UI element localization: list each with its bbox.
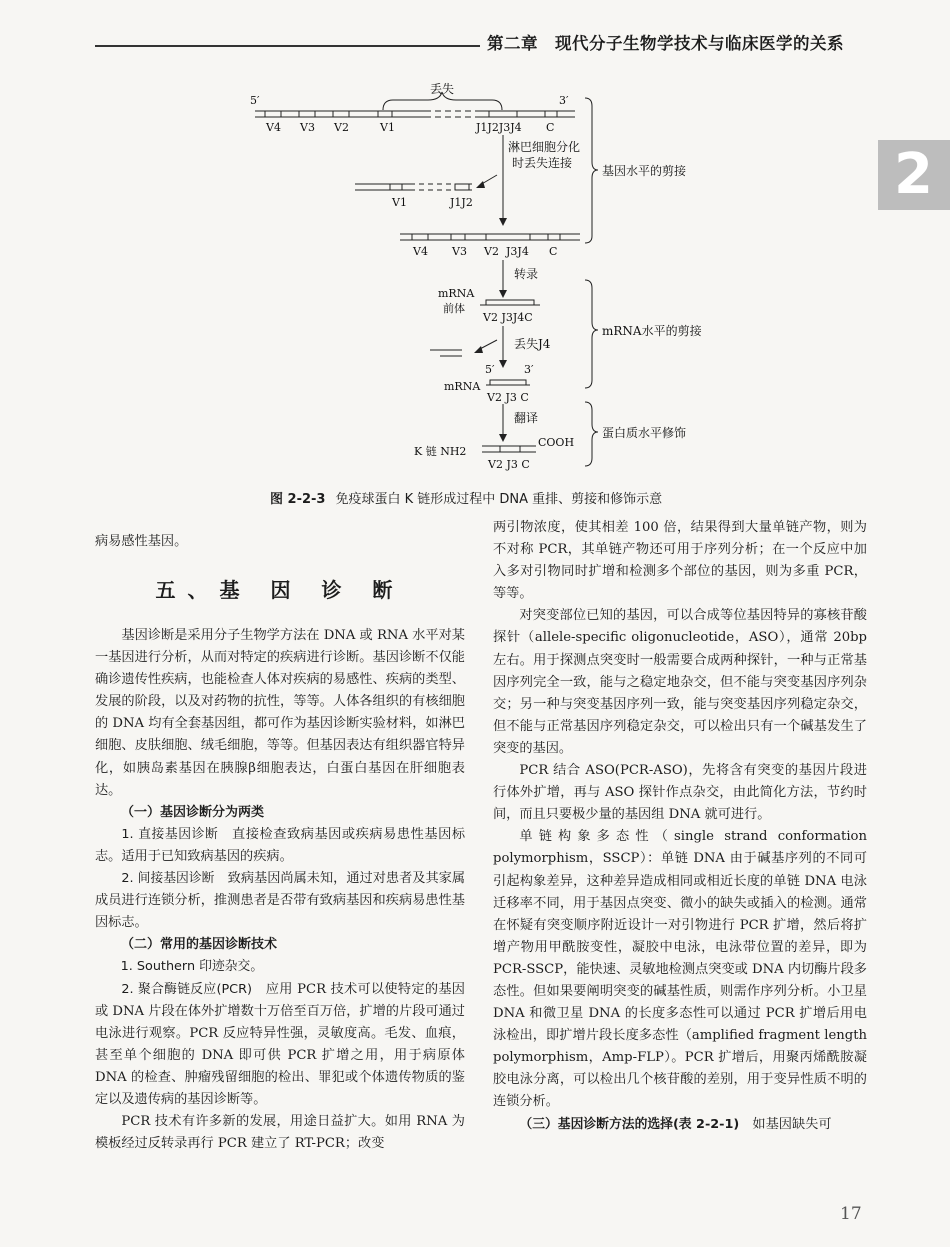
protein-segments: V2 J3 C: [488, 458, 530, 471]
item-2-title: 2. 间接基因诊断: [121, 871, 215, 887]
row3-v4: V4: [413, 245, 428, 258]
mrna-segments: V2 J3 C: [487, 391, 529, 404]
excised-fragment: [355, 184, 472, 190]
paragraph: 两引物浓度，使其相差 100 倍，结果得到大量单链产物，则为不对称 PCR，其单链产物还可用于序列分析；在一个反应中加入多对引物同时扩增和检测多个部位的基因，则为多重 PCR，等等。: [493, 520, 867, 602]
arrow-head-2: [499, 290, 507, 298]
mature-mrna-strand: [486, 380, 530, 385]
premrna-strand: [480, 300, 540, 305]
item-1: [95, 824, 465, 868]
lymph-note-line2: 时丢失连接: [512, 156, 573, 170]
row3-v3: V3: [452, 245, 467, 258]
mrna-three-prime: 3′: [524, 363, 534, 376]
technique-2-title: 2. 聚合酶链反应(PCR): [121, 981, 252, 997]
subheading-3-text: 如基因缺失可: [739, 1116, 832, 1132]
premrna-segments: V2 J3J4C: [483, 311, 533, 324]
bracket-mrna-level-label: mRNA水平的剪接: [602, 324, 702, 338]
germline-dna: [255, 111, 575, 117]
mrna-five-prime: 5′: [485, 363, 495, 376]
left-column: [95, 625, 465, 1155]
cooh-label: COOH: [538, 436, 575, 449]
paragraph: 对突变部位已知的基因，可以合成等位基因特异的寡核苷酸探针（allele-specific oligonucleotide，ASO），通常 20bp 左右。用于探测点突变时一般需要合成两种探针，一种与正常基因序列完全一致，能与之稳定地杂交，但不能与突变基因序列杂交；另一种与突变基因序列一致，能与突变基因序列稳定杂交，但不能与正常基因序列稳定杂交，可以检出只有一个碱基发生了突变的基因。: [493, 608, 867, 756]
right-column: [493, 517, 867, 1136]
segment-label-v1: V1: [380, 121, 395, 134]
figure-caption-text: 免疫球蛋白 K 链形成过程中 DNA 重排、剪接和修饰示意: [335, 492, 663, 507]
header-rule: [95, 45, 480, 47]
three-prime-label: 3′: [559, 94, 569, 107]
running-header: [0, 20, 950, 70]
paragraph: 单链构象多态性（single strand conformation polymorphism，SSCP）：单链 DNA 由于碱基序列的不同可引起构象差异，这种差异造成相同或相近长度的单链 DNA 电泳迁移率不同，用于基因点突变、微小的缺失或插入的检测。通常在怀疑有突变顺序附近设计一对引物进行 PCR 扩增，然后将扩增产物用甲酰胺变性，凝胶中电泳，电泳带位置的差异，即为 PCR-SSCP，能快速、灵敏地检测点突变或 DNA 内切酶片段多态性。但如果要阐明突变的碱基性质，则需作序列分析。小卫星 DNA 和微卫星 DNA 的长度多态性可以通过 PCR 扩增后用电泳检出，即扩增片段长度多态性（amplified fragment length polymorphism，Amp-FLP）。PCR 扩增后，用聚丙烯酰胺凝胶电泳分离，可以检出几个核苷酸的差别，用于变异性质不明的连锁分析。: [493, 829, 867, 1110]
subheading-3: [493, 1114, 867, 1136]
segment-label-v2: V2: [334, 121, 349, 134]
gene-rearrangement-figure: [0, 80, 950, 480]
bracket-gene-level: [585, 98, 598, 243]
arrow-head-1: [499, 218, 507, 226]
bracket-protein-level: [585, 402, 598, 466]
bracket-gene-level-label: 基因水平的剪接: [602, 164, 687, 178]
excision-arrow-head: [476, 181, 485, 188]
technique-2-text: 应用 PCR 技术可以使特定的基因或 DNA 片段在体外扩增数十万倍至百万倍，扩增的片段可通过电泳进行观察。PCR 反应特异性强，灵敏度高。毛发、血痕，甚至单个细胞的 DNA 即可供 PCR 扩增之用，用于病原体 DNA 的检查、肿瘤残留细胞的检出、罪犯或个体遗传物质的鉴定以及遗传病的基因诊断等。: [95, 981, 465, 1107]
row3-j3j4: J3J4: [506, 245, 529, 258]
left-column-top: [95, 531, 465, 553]
paragraph-last: PCR 技术有许多新的发展，用途日益扩大。如用 RNA 为模板经过反转录再行 PCR 建立了 RT-PCR；改变: [95, 1114, 465, 1152]
premrna-label-1: mRNA: [438, 287, 475, 300]
technique-2: [95, 979, 465, 1112]
removal-arrow-head: [474, 346, 483, 353]
protein-chain: [482, 446, 536, 452]
row3-c: C: [549, 245, 558, 258]
section-title: 五、基 因 诊 断: [155, 578, 405, 602]
rearranged-dna: [400, 234, 580, 240]
five-prime-label: 5′: [250, 94, 260, 107]
subheading-2: （二）常用的基因诊断技术: [121, 937, 278, 953]
excised-j1j2-label: J1J2: [450, 196, 473, 209]
bracket-mrna-level: [585, 280, 598, 388]
paragraph: 基因诊断是采用分子生物学方法在 DNA 或 RNA 水平对某一基因进行分析，从而对特定的疾病进行诊断。基因诊断不仅能确诊遗传性疾病，也能检查人体对疾病的易感性、疾病的类型、发展的阶段，以及对药物的抗性，等等。人体各组织的有核细胞的 DNA 均有全套基因组，都可作为基因诊断实验材料，如淋巴细胞、皮肤细胞、绒毛细胞，等等。但基因表达有组织器官特异化，如胰岛素基因在胰腺β细胞表达，白蛋白基因在肝细胞表达。: [95, 628, 465, 798]
row3-v2: V2: [484, 245, 499, 258]
arrow-head-4: [499, 434, 507, 442]
kchain-label: K 链 NH2: [414, 445, 467, 458]
paragraph: PCR 结合 ASO(PCR-ASO)，先将含有突变的基因片段进行体外扩增，再与 ASO 探针作点杂交，由此简化方法，节约时间，而且只要极少量的基因组 DNA 就可进行。: [493, 763, 867, 823]
translation-label: 翻译: [514, 411, 539, 425]
chapter-title: 第二章 现代分子生物学技术与临床医学的关系: [487, 34, 844, 53]
premrna-label-2: 前体: [443, 302, 465, 315]
lose-j4-label: 丢失J4: [514, 337, 551, 351]
technique-1: 1. Southern 印迹杂交。: [120, 959, 264, 975]
mrna-label: mRNA: [444, 380, 481, 393]
segment-label-v3: V3: [300, 121, 315, 134]
lymph-note-line1: 淋巴细胞分化: [508, 140, 581, 154]
excised-v1-label: V1: [392, 196, 407, 209]
item-1-title: 1. 直接基因诊断: [121, 826, 219, 842]
loss-label: 丢失: [430, 82, 455, 96]
segment-label-j1-j4: J1J2J3J4: [476, 121, 522, 134]
chapter-number: 2: [894, 142, 933, 207]
page-number: 17: [840, 1204, 862, 1224]
figure-caption-number: 图 2-2-3: [270, 492, 326, 507]
transcription-label: 转录: [514, 267, 539, 281]
segment-label-v4: V4: [266, 121, 281, 134]
arrow-head-3: [499, 360, 507, 368]
subheading-3-title: （三）基因诊断方法的选择(表 2-2-1): [519, 1116, 740, 1132]
item-2-text: 致病基因尚属未知，通过对患者及其家属成员进行连锁分析，推测患者是否带有致病基因和疾病易患性基因标志。: [95, 871, 466, 931]
item-2: [95, 868, 465, 934]
continuation-text: 病易感性基因。: [95, 534, 188, 549]
figure-caption: [270, 488, 662, 507]
item-1-text: 直接检查致病基因或疾病易患性基因标志。适用于已知致病基因的疾病。: [95, 826, 466, 864]
segment-label-c: C: [546, 121, 555, 134]
bracket-protein-level-label: 蛋白质水平修饰: [602, 426, 687, 440]
subheading-1: （一）基因诊断分为两类: [121, 804, 265, 820]
